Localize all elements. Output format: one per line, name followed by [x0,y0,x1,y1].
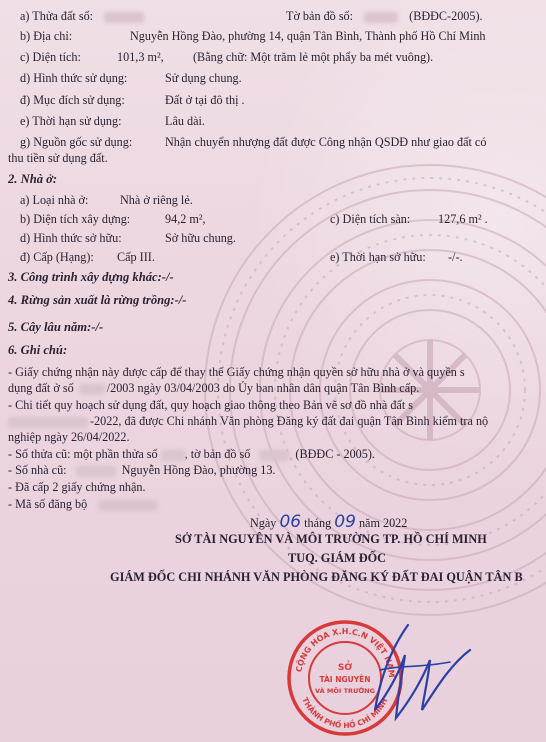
note-1b [8,381,419,395]
map-sheet-label: Tờ bản đồ số: [286,9,354,23]
house-type-value: Nhà ở riêng lẻ. [120,193,193,207]
seal-bottom-text: THÀNH PHỐ HỒ CHÍ MINH [300,695,390,731]
floor-area-value: 127,6 m² . [438,212,488,226]
note-1a: - Giấy chứng nhận này được cấp để thay thế Giấy chứng nhận quyền sở hữu nhà ở và quyền s [8,365,465,379]
use-form-value: Sử dụng chung. [165,71,242,85]
parcel-line [20,9,144,23]
house-heading: 2. Nhà ở: [8,172,58,186]
day-label: Ngày [250,516,277,530]
ownership-value: Sở hữu chung. [165,231,236,245]
month-label: tháng [304,516,332,530]
owner-term-value: -/-. [448,250,463,264]
note-6-text: - Mã số đăng bộ [8,497,88,511]
purpose-label: đ) Mục đích sử dụng: [20,93,125,107]
note-3 [8,447,375,461]
redacted-cert-no [79,384,105,395]
grade-label: đ) Cấp (Hạng): [20,250,94,264]
owner-term-label: e) Thời hạn sở hữu: [330,250,426,264]
note-2b-text: -2022, đã được Chi nhánh Văn phòng Đăng ký đất đai quận Tân Bình kiểm tra nộ [90,414,489,428]
seal-ring-text: CỘNG HÒA X.H.C.N VIỆT NAM [294,626,397,679]
deputy-title: TUQ. GIÁM ĐỐC [288,551,387,565]
seal-inner-3: VÀ MÔI TRƯỜNG [315,687,375,695]
origin-label: g) Nguồn gốc sử dụng: [20,135,133,149]
seal-inner-2: TÀI NGUYÊN [319,675,371,684]
section-6: 6. Ghi chú: [8,343,68,357]
area-label: c) Diện tích: [20,50,81,64]
section-5: 5. Cây lâu năm:-/- [8,320,104,334]
redacted-registry-no [98,500,158,511]
parcel-label: a) Thửa đất số: [20,9,94,23]
note-5: - Đã cấp 2 giấy chứng nhận. [8,480,146,494]
use-form-label: d) Hình thức sử dụng: [20,71,128,85]
term-value: Lâu dài. [165,114,205,128]
origin-continued: thu tiền sử dụng đất. [8,151,108,165]
note-4-post: Nguyễn Hồng Đào, phường 13. [121,463,276,477]
build-area-label: b) Diện tích xây dựng: [20,212,131,226]
signing-date [250,512,408,532]
redacted-old-parcel [161,450,185,461]
map-line [286,9,483,23]
floor-area-label: c) Diện tích sàn: [330,212,411,226]
note-4-pre: - Số nhà cũ: [8,463,67,477]
redacted-map [364,12,398,23]
redacted-parcel [104,12,144,23]
note-6 [8,497,158,511]
redacted-drawing-no [8,417,88,428]
note-2a: - Chi tiết quy hoạch sử dụng đất, quy hoạch giao thông theo Bản vẽ sơ đồ nhà đất s [8,398,414,412]
redacted-old-map [259,450,289,461]
day-value: 06 [279,512,302,532]
area-value: 101,3 m², [117,50,164,64]
month-value: 09 [334,512,356,532]
year-text: năm 2022 [358,516,408,530]
term-label: e) Thời hạn sử dụng: [20,114,122,128]
address-label: b) Địa chỉ: [20,29,73,43]
purpose-value: Đất ở tại đô thị . [165,93,245,107]
note-3-pre: - Số thửa cũ: một phần thửa số [8,447,158,461]
build-area-value: 94,2 m², [165,212,206,226]
note-2b [8,414,488,428]
section-3: 3. Công trình xây dựng khác:-/- [8,270,174,284]
house-type-label: a) Loại nhà ở: [20,193,89,207]
note-2c: nghiệp ngày 26/04/2022. [8,430,130,444]
signature [360,610,480,730]
note-3-post: (BĐĐC - 2005). [295,447,375,461]
director-title: GIÁM ĐỐC CHI NHÁNH VĂN PHÒNG ĐĂNG KÝ ĐẤT ĐAI QUẬN TÂN B [110,570,523,584]
seal-inner-1: SỞ [337,663,353,673]
redacted-old-house-no [76,466,116,477]
grade-value: Cấp III. [117,250,155,264]
map-code: (BĐĐC-2005). [409,9,483,23]
area-words: (Bằng chữ: Một trăm lẻ một phẩy ba mét vuông). [193,50,434,64]
ownership-label: d) Hình thức sở hữu: [20,231,122,245]
note-4 [8,463,275,477]
note-1b-pre: dụng đất ở số [8,381,74,395]
origin-value: Nhận chuyển nhượng đất được Công nhận QSDĐ như giao đất có [165,135,487,149]
note-3-mid: , tờ bản đồ số [184,447,251,461]
note-1b-post: /2003 ngày 03/04/2003 do Ủy ban nhân dân quận Tân Bình cấp. [106,381,420,395]
address-value: Nguyễn Hồng Đào, phường 14, quận Tân Bình, Thành phố Hồ Chí Minh [130,29,486,43]
department-title: SỞ TÀI NGUYÊN VÀ MÔI TRƯỜNG TP. HỒ CHÍ MINH [175,532,487,546]
section-4: 4. Rừng sản xuất là rừng trồng:-/- [8,293,187,307]
